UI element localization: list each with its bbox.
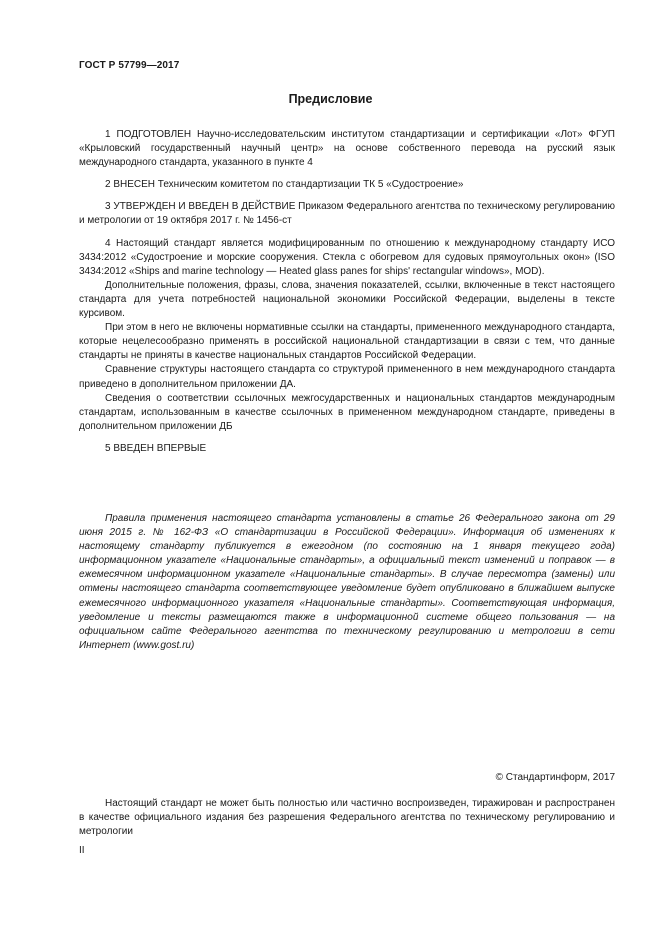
copyright-line: © Стандартинформ, 2017	[495, 772, 615, 783]
item-5-paragraph: 5 ВВЕДЕН ВПЕРВЫЕ	[105, 442, 207, 454]
item-1-paragraph: 1 ПОДГОТОВЛЕН Научно-исследовательским институтом стандартизации и сертификации «Лот» ФГУП «Крыловский государственный научный центр» на основе собственного перевода на русский язык международного стандарта, указанного в пункте 4	[79, 129, 615, 169]
rules-notice-text: Правила применения настоящего стандарта установлены в статье 26 Федерального закона от 29 июня 2015 г. № 162-ФЗ «О стандартизации в Российской Федерации». Информация об изменениях к настоящему стандарту публикуется в ежегодном (по состоянию на 1 января текущего года) информационном указателе «Национальные стандарты», а официальный текст изменений и поправок — в ежемесячном информационном указателе «Национальные стандарты». В случае пересмотра (замены) или отмены настоящего стандарта соответствующее уведомление будет опубликовано в ближайшем выпуске ежемесячного информационного указателя «Национальные стандарты». Соответствующая информация, уведомление и тексты размещаются также в информационной системе общего пользования — на официальном сайте Федерального агентства по техническому регулированию и метрологии в сети Интернет (www.gost.ru)	[79, 513, 615, 651]
page-number: II	[79, 845, 85, 856]
reproduction-notice-text: Настоящий стандарт не может быть полностью или частично воспроизведен, тиражирован и распространен в качестве официального издания без разрешения Федерального агентства по техническому регулированию и метрологии	[79, 798, 615, 838]
reproduction-notice-block	[79, 797, 615, 839]
item-4-excluded-references: При этом в него не включены нормативные ссылки на стандарты, примененного международного стандарта, которые нецелесообразно применять в российской национальной стандартизации в связи с тем, что данные стандарты не приняты в качестве национальных стандартов Российской Федерации.	[79, 322, 615, 362]
item-4-additional-provisions: Дополнительные положения, фразы, слова, значения показателей, ссылки, включенные в текст настоящего стандарта для учета потребностей национальной экономики Российской Федерации, выделены в тексте курсивом.	[79, 279, 615, 320]
item-4-structure-comparison: Сравнение структуры настоящего стандарта со структурой примененного в нем международного стандарта приведено в дополнительном приложении ДА.	[79, 364, 615, 390]
rules-notice-block	[79, 512, 615, 653]
item-2-paragraph: 2 ВНЕСЕН Техническим комитетом по стандартизации ТК 5 «Судостроение»	[105, 179, 464, 191]
foreword-body	[79, 128, 615, 456]
item-3-paragraph: 3 УТВЕРЖДЕН И ВВЕДЕН В ДЕЙСТВИЕ Приказом Федерального агентства по техническому регулированию и метрологии от 19 октября 2017 г. № 1456-ст	[79, 201, 615, 227]
page-title: Предисловие	[288, 92, 373, 106]
item-4-references-correspondence: Сведения о соответствии ссылочных межгосударственных и национальных стандартов международным стандартам, использованным в качестве ссылочных в примененном международном стандарте, приведены в дополнительном приложении ДБ	[79, 392, 615, 432]
standard-code-header: ГОСТ Р 57799—2017	[79, 60, 180, 71]
item-4-paragraph: 4 Настоящий стандарт является модифицированным по отношению к международному стандарту ИСО 3434:2012 «Судостроение и морские сооружения. Стекла с обогревом для судовых прямоугольных окон» (ISO 3434:2012 «Ships and marine technology — Heated glass panes for ships' rectangular windows», MOD).	[79, 237, 615, 277]
